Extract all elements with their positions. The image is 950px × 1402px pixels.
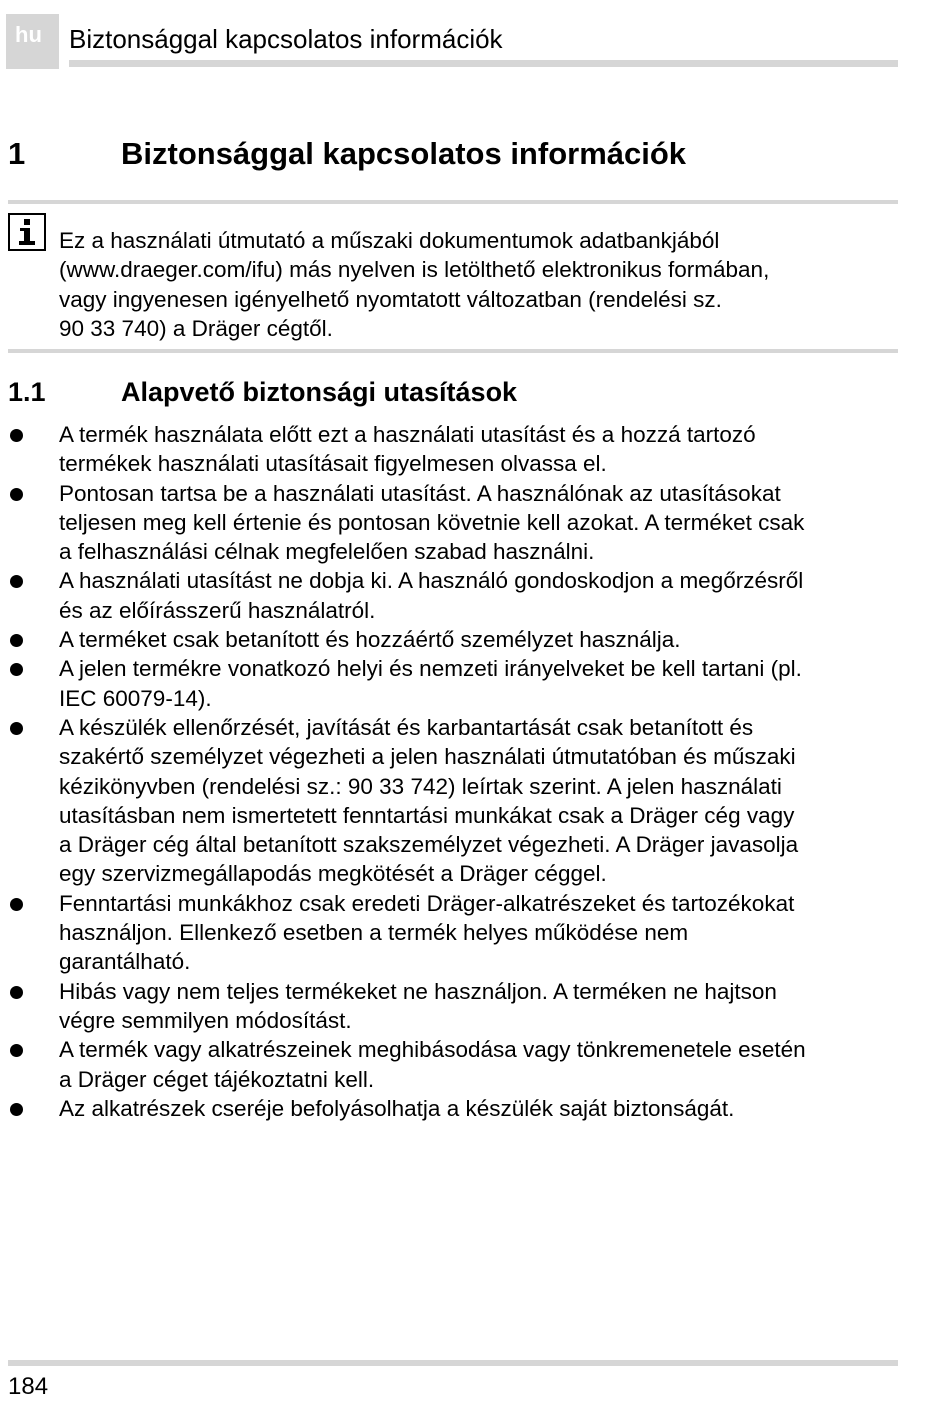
list-item-line: A termék vagy alkatrészeinek meghibásodása vagy tönkremenetele esetén	[59, 1037, 806, 1063]
list-item-line: A terméket csak betanított és hozzáértő személyzet használja.	[59, 627, 681, 653]
list-item-line: végre semmilyen módosítást.	[59, 1007, 352, 1033]
info-note	[59, 226, 898, 343]
section-number: 1	[8, 136, 26, 171]
bullet-dot	[10, 488, 23, 501]
list-item-line: egy szervizmegállapodás megkötését a Dräger céggel.	[59, 861, 607, 887]
page-number: 184	[8, 1373, 49, 1400]
list-item	[8, 713, 898, 889]
bullet-dot	[10, 634, 23, 647]
list-item	[8, 654, 898, 713]
bullet-dot	[10, 663, 23, 676]
list-item-line: a Dräger cég által betanított szakszemélyzet végezheti. A Dräger javasolja	[59, 832, 799, 858]
list-item-line: és az előírásszerű használatról.	[59, 597, 376, 623]
info-note-line: Ez a használati útmutató a műszaki dokumentumok adatbankjából	[59, 228, 720, 253]
list-item-line: Az alkatrészek cseréje befolyásolhatja a készülék saját biztonságát.	[59, 1095, 735, 1121]
subsection-title: Alapvető biztonsági utasítások	[121, 377, 518, 407]
info-icon	[8, 213, 46, 251]
list-item-line: A jelen termékre vonatkozó helyi és nemzeti irányelveket be kell tartani (pl.	[59, 656, 802, 682]
list-item-line: Fenntartási munkákhoz csak eredeti Dräger-alkatrészeket és tartozékokat	[59, 890, 795, 916]
list-item	[8, 625, 898, 654]
safety-instructions-list	[8, 420, 898, 1123]
list-item-line: szakértő személyzet végezheti a jelen használati útmutatóban és műszaki	[59, 744, 796, 770]
list-item-line: A használati utasítást ne dobja ki. A használó gondoskodjon a megőrzésről	[59, 568, 804, 594]
section-title: Biztonsággal kapcsolatos információk	[121, 136, 687, 171]
list-item-line: A készülék ellenőrzését, javítását és karbantartását csak betanított és	[59, 714, 754, 740]
info-bottom-rule	[8, 349, 898, 353]
bullet-dot	[10, 1044, 23, 1057]
language-tag: hu	[6, 14, 59, 69]
subsection-number: 1.1	[8, 377, 46, 407]
bullet-dot	[10, 1103, 23, 1116]
list-item	[8, 1035, 898, 1094]
list-item-line: utasításban nem ismertetett fenntartási munkákat csak a Dräger cég vagy	[59, 802, 795, 828]
bullet-dot	[10, 986, 23, 999]
info-top-rule	[8, 200, 898, 204]
list-item-line: Hibás vagy nem teljes termékeket ne használjon. A terméken ne hajtson	[59, 978, 777, 1004]
info-note-line: (www.draeger.com/ifu) más nyelven is letölthető elektronikus formában,	[59, 257, 770, 283]
list-item-line: a Dräger céget tájékoztatni kell.	[59, 1066, 375, 1092]
list-item-line: teljesen meg kell értenie és pontosan követnie kell azokat. A terméket csak	[59, 509, 805, 535]
list-item-line: garantálható.	[59, 949, 191, 975]
list-item-line: A termék használata előtt ezt a használati utasítást és a hozzá tartozó	[59, 422, 756, 447]
list-item-line: a felhasználási célnak megfelelően szabad használni.	[59, 539, 595, 565]
list-item	[8, 977, 898, 1036]
bullet-dot	[10, 429, 23, 442]
list-item	[8, 420, 898, 479]
list-item	[8, 566, 898, 625]
bullet-dot	[10, 722, 23, 735]
info-note-line: 90 33 740) a Dräger cégtől.	[59, 315, 333, 341]
running-header-title: Biztonsággal kapcsolatos információk	[69, 24, 503, 54]
bullet-dot	[10, 898, 23, 911]
footer-rule	[8, 1360, 898, 1366]
list-item	[8, 889, 898, 977]
list-item	[8, 1094, 898, 1123]
list-item-line: termékek használati utasításait figyelmesen olvassa el.	[59, 451, 607, 477]
list-item-line: kézikönyvben (rendelési sz.: 90 33 742) leírtak szerint. A jelen használati	[59, 773, 782, 799]
info-note-line: vagy ingyenesen igényelhető nyomtatott változatban (rendelési sz.	[59, 286, 722, 312]
list-item-line: IEC 60079-14).	[59, 685, 212, 711]
section-heading	[8, 134, 898, 174]
bullet-dot	[10, 575, 23, 588]
list-item	[8, 479, 898, 567]
list-item-line: használjon. Ellenkező esetben a termék helyes működése nem	[59, 920, 689, 946]
header-rule	[69, 60, 898, 67]
subsection-heading	[8, 375, 898, 409]
list-item-line: Pontosan tartsa be a használati utasítást. A használónak az utasításokat	[59, 480, 781, 506]
